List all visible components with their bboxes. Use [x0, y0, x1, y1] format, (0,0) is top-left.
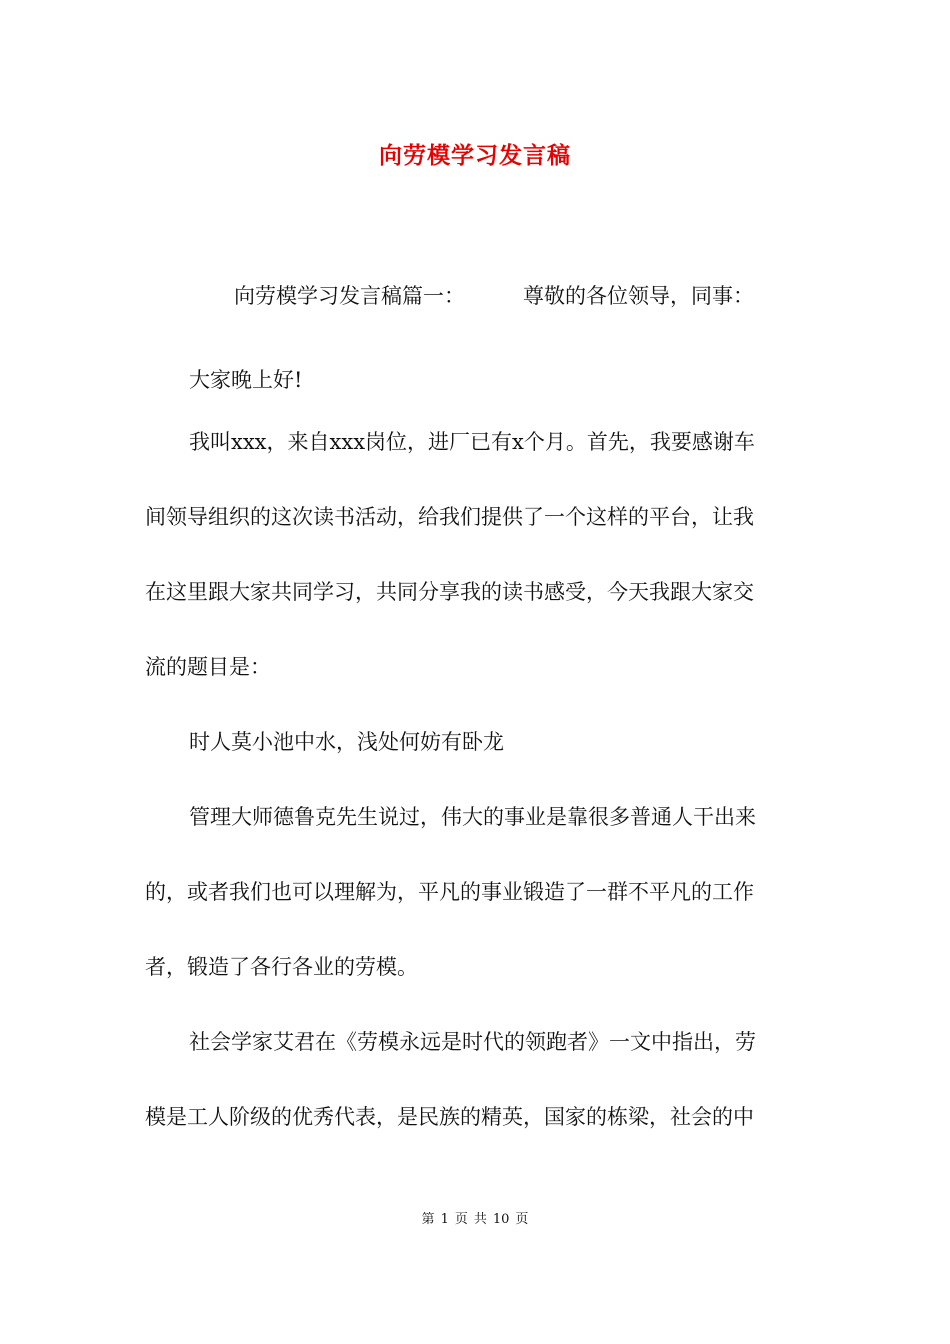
paragraph-line: 在这里跟大家共同学习，共同分享我的读书感受，今天我跟大家交 — [145, 580, 754, 604]
footer-label: 第 — [421, 1212, 435, 1227]
document-title: 向劳模学习发言稿 — [379, 142, 571, 169]
paragraph-line: 管理大师德鲁克先生说过，伟大的事业是靠很多普通人干出来 — [189, 805, 756, 829]
paragraph-line: 间领导组织的这次读书活动，给我们提供了一个这样的平台，让我 — [145, 505, 754, 529]
paragraph-line: 流的题目是： — [145, 655, 271, 679]
paragraph-line: 的，或者我们也可以理解为，平凡的事业锻造了一群不平凡的工作 — [145, 880, 754, 904]
footer-label: 共 — [473, 1212, 487, 1227]
page-footer — [0, 1208, 950, 1227]
paragraph-topic — [145, 705, 805, 780]
section-heading — [234, 280, 754, 310]
paragraph-aijun — [145, 1005, 805, 1155]
paragraph-drucker — [145, 780, 805, 1005]
greeting-text: 大家晚上好! — [189, 368, 303, 392]
paragraph-line: 社会学家艾君在《劳模永远是时代的领跑者》一文中指出，劳 — [189, 1030, 756, 1054]
paragraph-line: 我叫xxx，来自xxx岗位，进厂已有x个月。首先，我要感谢车 — [189, 430, 755, 454]
paragraph-intro — [145, 405, 805, 705]
section-part-label: 向劳模学习发言稿篇一： — [234, 284, 465, 308]
salutation: 尊敬的各位领导，同事： — [523, 284, 754, 308]
footer-label: 页 — [515, 1212, 529, 1227]
topic-line: 时人莫小池中水，浅处何妨有卧龙 — [189, 730, 504, 754]
paragraph-line: 模是工人阶级的优秀代表，是民族的精英，国家的栋梁，社会的中 — [145, 1105, 754, 1129]
footer-total-pages: 10 — [492, 1212, 510, 1227]
paragraph-line: 者，锻造了各行各业的劳模。 — [145, 955, 418, 979]
footer-label: 页 — [454, 1212, 468, 1227]
footer-page-number: 1 — [440, 1212, 449, 1227]
